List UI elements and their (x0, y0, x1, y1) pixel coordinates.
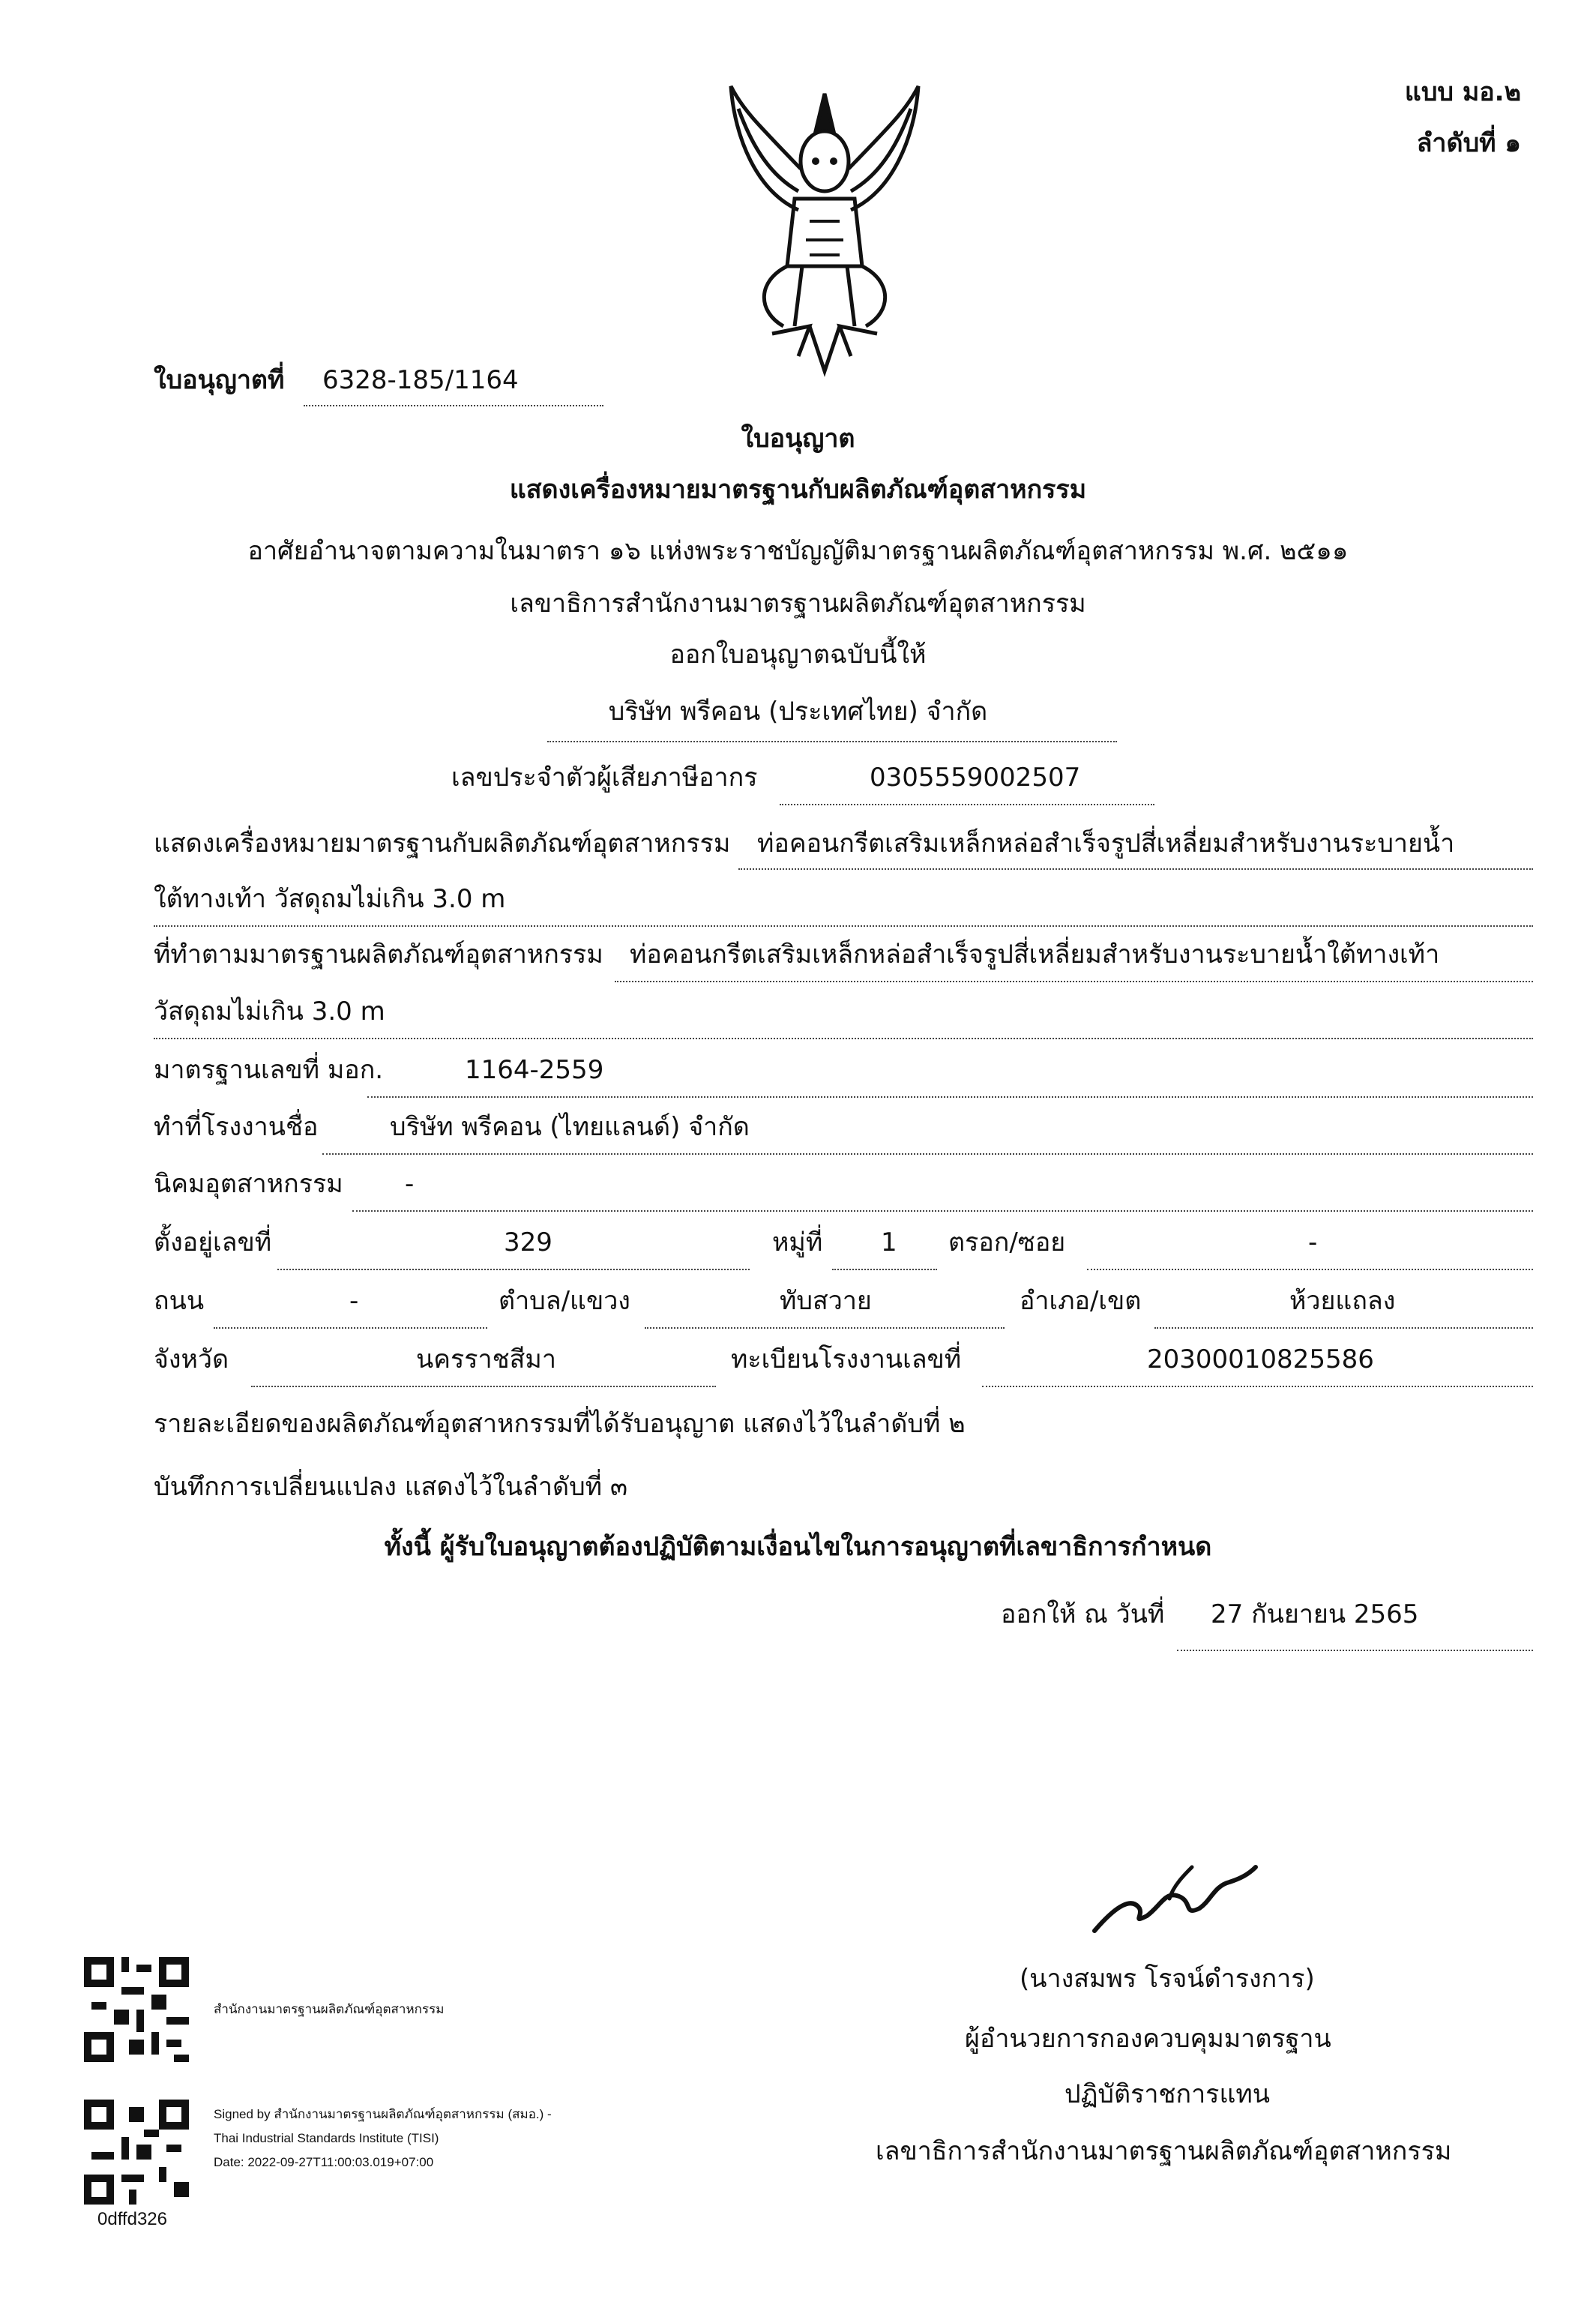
soi: - (1308, 1227, 1318, 1257)
product-line-1: ท่อคอนกรีตเสริมเหล็กหล่อสำเร็จรูปสี่เหลี่ยมสำหรับงานระบายน้ำ (757, 829, 1455, 859)
signatory-for: เลขาธิการสำนักงานมาตรฐานผลิตภัณฑ์อุตสาหกรรม (876, 2136, 1452, 2166)
industrial-estate-label: นิคมอุตสาหกรรม (154, 1169, 343, 1199)
tax-id-label: เลขประจำตัวผู้เสียภาษีอากร (451, 763, 758, 793)
issue-phrase: ออกใบอนุญาตฉบับนี้ให้ (669, 640, 927, 670)
district-label: อำเภอ/เขต (1020, 1286, 1142, 1316)
standard-no-label: มาตรฐานเลขที่ มอก. (154, 1055, 384, 1085)
changes-note: บันทึกการเปลี่ยนแปลง แสดงไว้ในลำดับที่ ๓ (154, 1472, 628, 1502)
condition-note: ทั้งนี้ ผู้รับใบอนุญาตต้องปฏิบัติตามเงื่อนไขในการอนุญาตที่เลขาธิการกำหนด (384, 1532, 1212, 1562)
signatory-name: (นางสมพร โรจน์ดำรงการ) (1020, 1964, 1315, 1994)
road: - (349, 1286, 359, 1316)
subdistrict-label: ตำบล/แขวง (499, 1286, 630, 1316)
issue-date-label: ออกให้ ณ วันที่ (1001, 1599, 1165, 1629)
moo: 1 (881, 1227, 897, 1257)
factory-name-label: ทำที่โรงงานชื่อ (154, 1112, 319, 1142)
soi-label: ตรอก/ซอย (948, 1227, 1066, 1257)
province: นครราชสีมา (416, 1344, 556, 1374)
address-no: 329 (504, 1227, 552, 1257)
legal-authority: อาศัยอำนาจตามความในมาตรา ๑๖ แห่งพระราชบัญญัติมาตรฐานผลิตภัณฑ์อุตสาหกรรม พ.ศ. ๒๕๑๑ (247, 536, 1349, 566)
factory-reg-no: 20300010825586 (1147, 1344, 1374, 1374)
license-number: 6328-185/1164 (322, 365, 519, 395)
standard-line-2: วัสดุถมไม่เกิน 3.0 m (154, 997, 385, 1027)
signatory-position: ผู้อำนวยการกองควบคุมมาตรฐาน (965, 2024, 1331, 2054)
issue-date: 27 กันยายน 2565 (1211, 1599, 1419, 1629)
qr-code-office (84, 1957, 189, 2062)
form-code: แบบ มอ.๒ (1404, 77, 1521, 107)
province-label: จังหวัด (154, 1344, 229, 1374)
document-title: ใบอนุญาต (741, 424, 855, 454)
factory-reg-label: ทะเบียนโรงงานเลขที่ (731, 1344, 962, 1374)
footer-signed-org: Thai Industrial Standards Institute (TISI) (214, 2131, 439, 2145)
tax-id: 0305559002507 (870, 763, 1081, 793)
product-label: แสดงเครื่องหมายมาตรฐานกับผลิตภัณฑ์อุตสาหกรรม (154, 829, 731, 859)
product-line-2: ใต้ทางเท้า วัสดุถมไม่เกิน 3.0 m (154, 884, 506, 914)
details-note: รายละเอียดของผลิตภัณฑ์อุตสาหกรรมที่ได้รับอนุญาต แสดงไว้ในลำดับที่ ๒ (154, 1409, 966, 1439)
standard-no: 1164-2559 (465, 1055, 604, 1085)
road-label: ถนน (154, 1286, 205, 1316)
form-sequence: ลำดับที่ ๑ (1416, 128, 1521, 158)
document-subtitle: แสดงเครื่องหมายมาตรฐานกับผลิตภัณฑ์อุตสาหกรรม (509, 475, 1087, 505)
signatory-acting: ปฏิบัติราชการแทน (1064, 2079, 1271, 2109)
standard-line-1: ท่อคอนกรีตเสริมเหล็กหล่อสำเร็จรูปสี่เหลี่ยมสำหรับงานระบายน้ำใต้ทางเท้า (630, 940, 1440, 970)
standard-label: ที่ทำตามมาตรฐานผลิตภัณฑ์อุตสาหกรรม (154, 940, 603, 970)
district: ห้วยแถลง (1289, 1286, 1396, 1316)
industrial-estate: - (405, 1169, 415, 1199)
qr-code-signature (84, 2100, 189, 2205)
footer-doc-code: 0dffd326 (97, 2209, 167, 2229)
moo-label: หมู่ที่ (772, 1227, 823, 1257)
issuer-title: เลขาธิการสำนักงานมาตรฐานผลิตภัณฑ์อุตสาหกรรม (510, 589, 1086, 619)
subdistrict: ทับสวาย (780, 1286, 872, 1316)
license-number-label: ใบอนุญาตที่ (154, 365, 285, 395)
garuda-emblem (712, 79, 937, 379)
signature (1079, 1845, 1259, 1942)
licensee-company: บริษัท พรีคอน (ประเทศไทย) จำกัด (608, 697, 988, 727)
factory-name: บริษัท พรีคอน (ไทยแลนด์) จำกัด (390, 1112, 750, 1142)
footer-signed-date: Date: 2022-09-27T11:00:03.019+07:00 (214, 2155, 434, 2169)
footer-office: สำนักงานมาตรฐานผลิตภัณฑ์อุตสาหกรรม (214, 2002, 445, 2016)
address-no-label: ตั้งอยู่เลขที่ (154, 1227, 272, 1257)
footer-signed-by: Signed by สำนักงานมาตรฐานผลิตภัณฑ์อุตสาหกรรม (สมอ.) - (214, 2107, 552, 2121)
